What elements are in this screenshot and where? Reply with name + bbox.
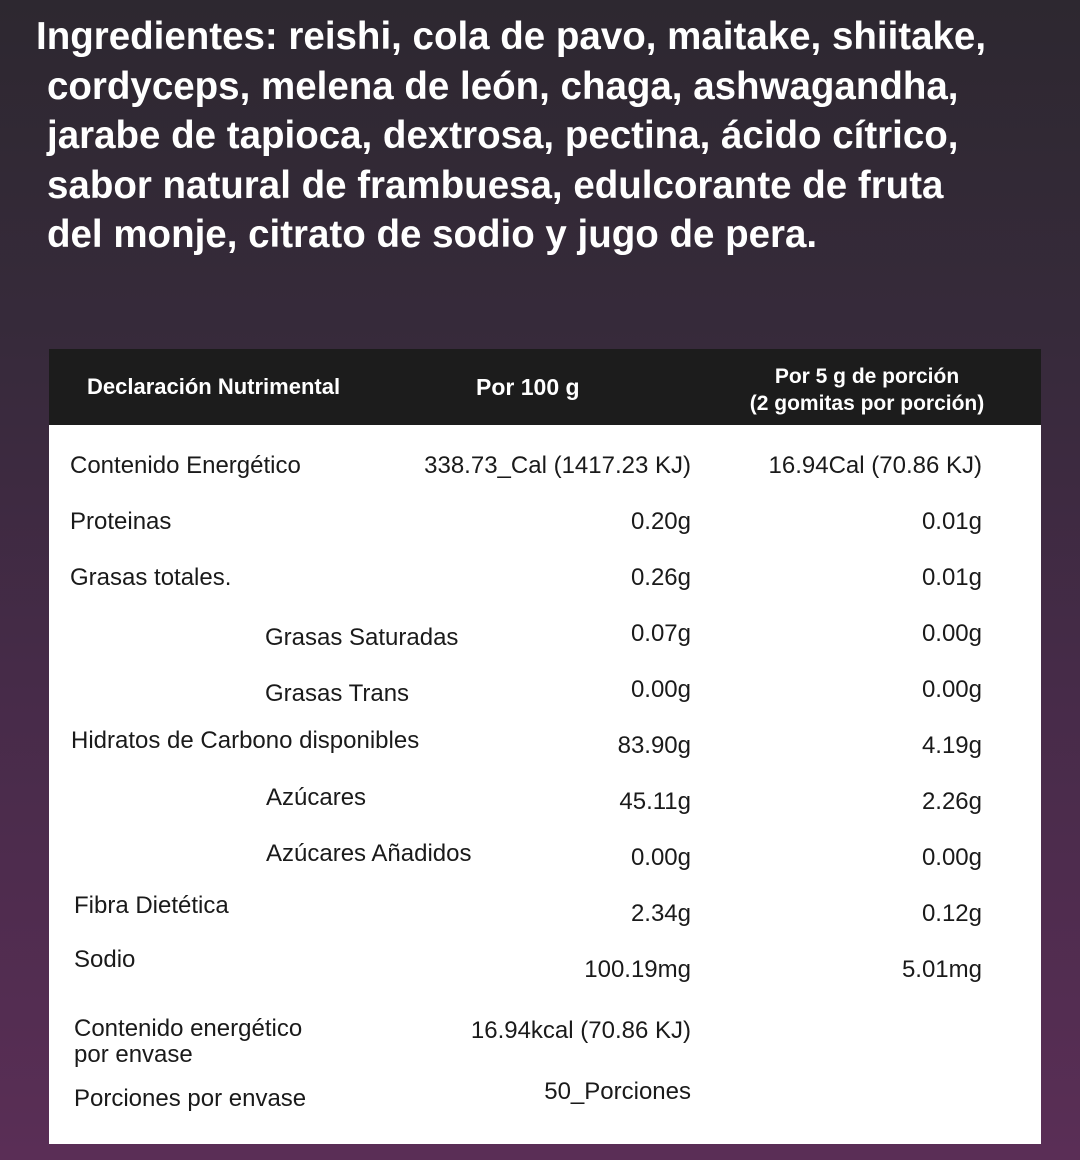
ingredients-line: del monje, citrato de sodio y jugo de pera. <box>47 213 818 256</box>
ingredients-line: Ingredientes: reishi, cola de pavo, maitake, shiitake, <box>36 15 987 58</box>
header-per-100g: Por 100 g <box>476 374 580 400</box>
energy-per-package-label-line1: Contenido energético <box>74 1015 303 1042</box>
energy-per-package-label <box>74 1016 302 1068</box>
ingredients-line: jarabe de tapioca, dextrosa, pectina, ácido cítrico, <box>47 114 959 157</box>
row-value-per-serving: 2.26g <box>921 788 982 815</box>
nutrition-table <box>49 349 1041 1144</box>
row-value-per-serving: 16.94Cal (70.86 KJ) <box>768 452 982 479</box>
servings-per-package-label: Porciones por envase <box>74 1085 307 1112</box>
energy-per-package-value: 16.94kcal (70.86 KJ) <box>470 1017 691 1044</box>
row-label: Contenido Energético <box>70 452 301 479</box>
row-label: Sodio <box>74 946 136 973</box>
row-label: Hidratos de Carbono disponibles <box>71 727 420 754</box>
energy-per-package-label-line2: por envase <box>74 1041 193 1068</box>
row-value-per-serving: 5.01mg <box>901 956 982 983</box>
row-value-per100: 45.11g <box>619 788 691 815</box>
row-value-per-serving: 0.00g <box>921 844 982 871</box>
ingredients-line: cordyceps, melena de león, chaga, ashwagandha, <box>47 64 959 108</box>
row-label: Proteinas <box>70 508 172 535</box>
row-value-per-serving: 0.00g <box>921 676 982 703</box>
header-per-serving-line2: (2 gomitas por porción) <box>749 392 985 415</box>
row-value-per100: 83.90g <box>617 732 691 759</box>
row-value-per-serving: 4.19g <box>921 732 982 759</box>
row-value-per100: 0.20g <box>630 508 691 535</box>
nutrition-table-header <box>49 349 1041 425</box>
row-value-per-serving: 0.01g <box>921 508 982 535</box>
row-label-sub: Azúcares Añadidos <box>266 840 472 867</box>
row-label-sub: Grasas Trans <box>265 680 410 707</box>
ingredients-line: sabor natural de frambuesa, edulcorante de fruta <box>47 163 944 207</box>
row-label: Grasas totales. <box>70 564 232 591</box>
ingredients-text <box>36 12 1066 260</box>
header-per-serving-line1: Por 5 g de porción <box>774 365 960 388</box>
row-value-per-serving: 0.01g <box>921 564 982 591</box>
row-value-per-serving: 0.00g <box>921 620 982 647</box>
row-value-per100: 2.34g <box>630 900 691 927</box>
row-value-per100: 0.00g <box>630 844 691 871</box>
row-value-per100: 100.19mg <box>584 956 691 983</box>
header-per-serving <box>737 363 997 417</box>
row-value-per100: 0.00g <box>630 676 691 703</box>
row-value-per100: 338.73_Cal (1417.23 KJ) <box>424 452 691 479</box>
row-value-per-serving: 0.12g <box>921 900 982 927</box>
row-label-sub: Azúcares <box>266 784 367 811</box>
row-label-sub: Grasas Saturadas <box>265 624 459 651</box>
row-value-per100: 0.07g <box>630 620 691 647</box>
header-nutrient: Declaración Nutrimental <box>87 374 341 399</box>
row-value-per100: 0.26g <box>630 564 691 591</box>
row-label: Fibra Dietética <box>74 892 229 919</box>
servings-per-package-value: 50_Porciones <box>544 1078 691 1105</box>
